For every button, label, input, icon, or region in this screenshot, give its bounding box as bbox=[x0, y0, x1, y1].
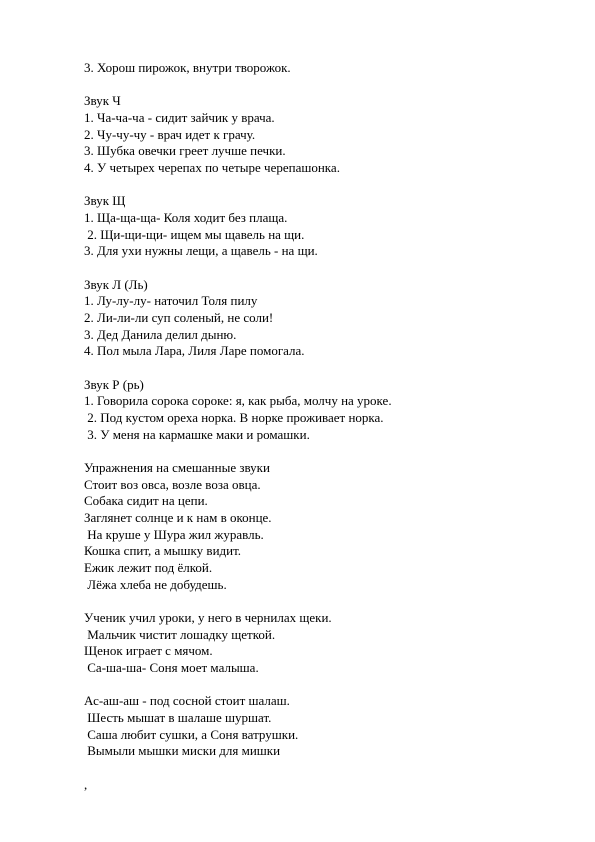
text-line: 3. Дед Данила делил дыню. bbox=[84, 327, 237, 342]
text-line: Са-ша-ша- Соня моет малыша. bbox=[84, 660, 259, 675]
text-line: Заглянет солнце и к нам в оконце. bbox=[84, 510, 272, 525]
text-line: 3. Хорош пирожок, внутри творожок. bbox=[84, 60, 291, 75]
text-line: Кошка спит, а мышку видит. bbox=[84, 543, 242, 558]
text-line: 1. Ща-ща-ща- Коля ходит без плаща. bbox=[84, 210, 288, 225]
text-line: Саша любит сушки, а Соня ватрушки. bbox=[84, 727, 299, 742]
text-line: Щенок играет с мячом. bbox=[84, 643, 213, 658]
text-line: Ас-аш-аш - под сосной стоит шалаш. bbox=[84, 693, 290, 708]
text-line: 4. Пол мыла Лара, Лиля Ларе помогала. bbox=[84, 343, 305, 358]
text-line: 1. Лу-лу-лу- наточил Толя пилу bbox=[84, 293, 258, 308]
text-line: Упражнения на смешанные звуки bbox=[84, 460, 270, 475]
text-line: Мальчик чистит лошадку щеткой. bbox=[84, 627, 276, 642]
text-line: Вымыли мышки миски для мишки bbox=[84, 743, 281, 758]
text-line: 1. Говорила сорока сороке: я, как рыба, молчу на уроке. bbox=[84, 393, 392, 408]
text-line: 3. Для ухи нужны лещи, а щавель - на щи. bbox=[84, 243, 318, 258]
text-line: Звук Р (рь) bbox=[84, 377, 144, 392]
text-line: Звук Ч bbox=[84, 93, 121, 108]
text-line: 4. У четырех черепах по четыре черепашонка. bbox=[84, 160, 340, 175]
text-line: 2. Под кустом ореха норка. В норке проживает норка. bbox=[84, 410, 384, 425]
text-line: Стоит воз овса, возле воза овца. bbox=[84, 477, 261, 492]
text-line: 3. У меня на кармашке маки и ромашки. bbox=[84, 427, 310, 442]
text-line: , bbox=[84, 777, 88, 792]
text-line: На круше у Шура жил журавль. bbox=[84, 527, 264, 542]
text-line: Ежик лежит под ёлкой. bbox=[84, 560, 213, 575]
text-line: 2. Щи-щи-щи- ищем мы щавель на щи. bbox=[84, 227, 305, 242]
text-line: 2. Чу-чу-чу - врач идет к грачу. bbox=[84, 127, 256, 142]
text-line: 2. Ли-ли-ли суп соленый, не соли! bbox=[84, 310, 274, 325]
text-line: Звук Л (Ль) bbox=[84, 277, 148, 292]
text-line: Шесть мышат в шалаше шуршат. bbox=[84, 710, 272, 725]
text-line: Собака сидит на цепи. bbox=[84, 493, 208, 508]
text-line: 3. Шубка овечки греет лучше печки. bbox=[84, 143, 286, 158]
text-line: Ученик учил уроки, у него в чернилах щеки. bbox=[84, 610, 332, 625]
text-line: Звук Щ bbox=[84, 193, 126, 208]
text-line: 1. Ча-ча-ча - сидит зайчик у врача. bbox=[84, 110, 275, 125]
text-line: Лёжа хлеба не добудешь. bbox=[84, 577, 227, 592]
